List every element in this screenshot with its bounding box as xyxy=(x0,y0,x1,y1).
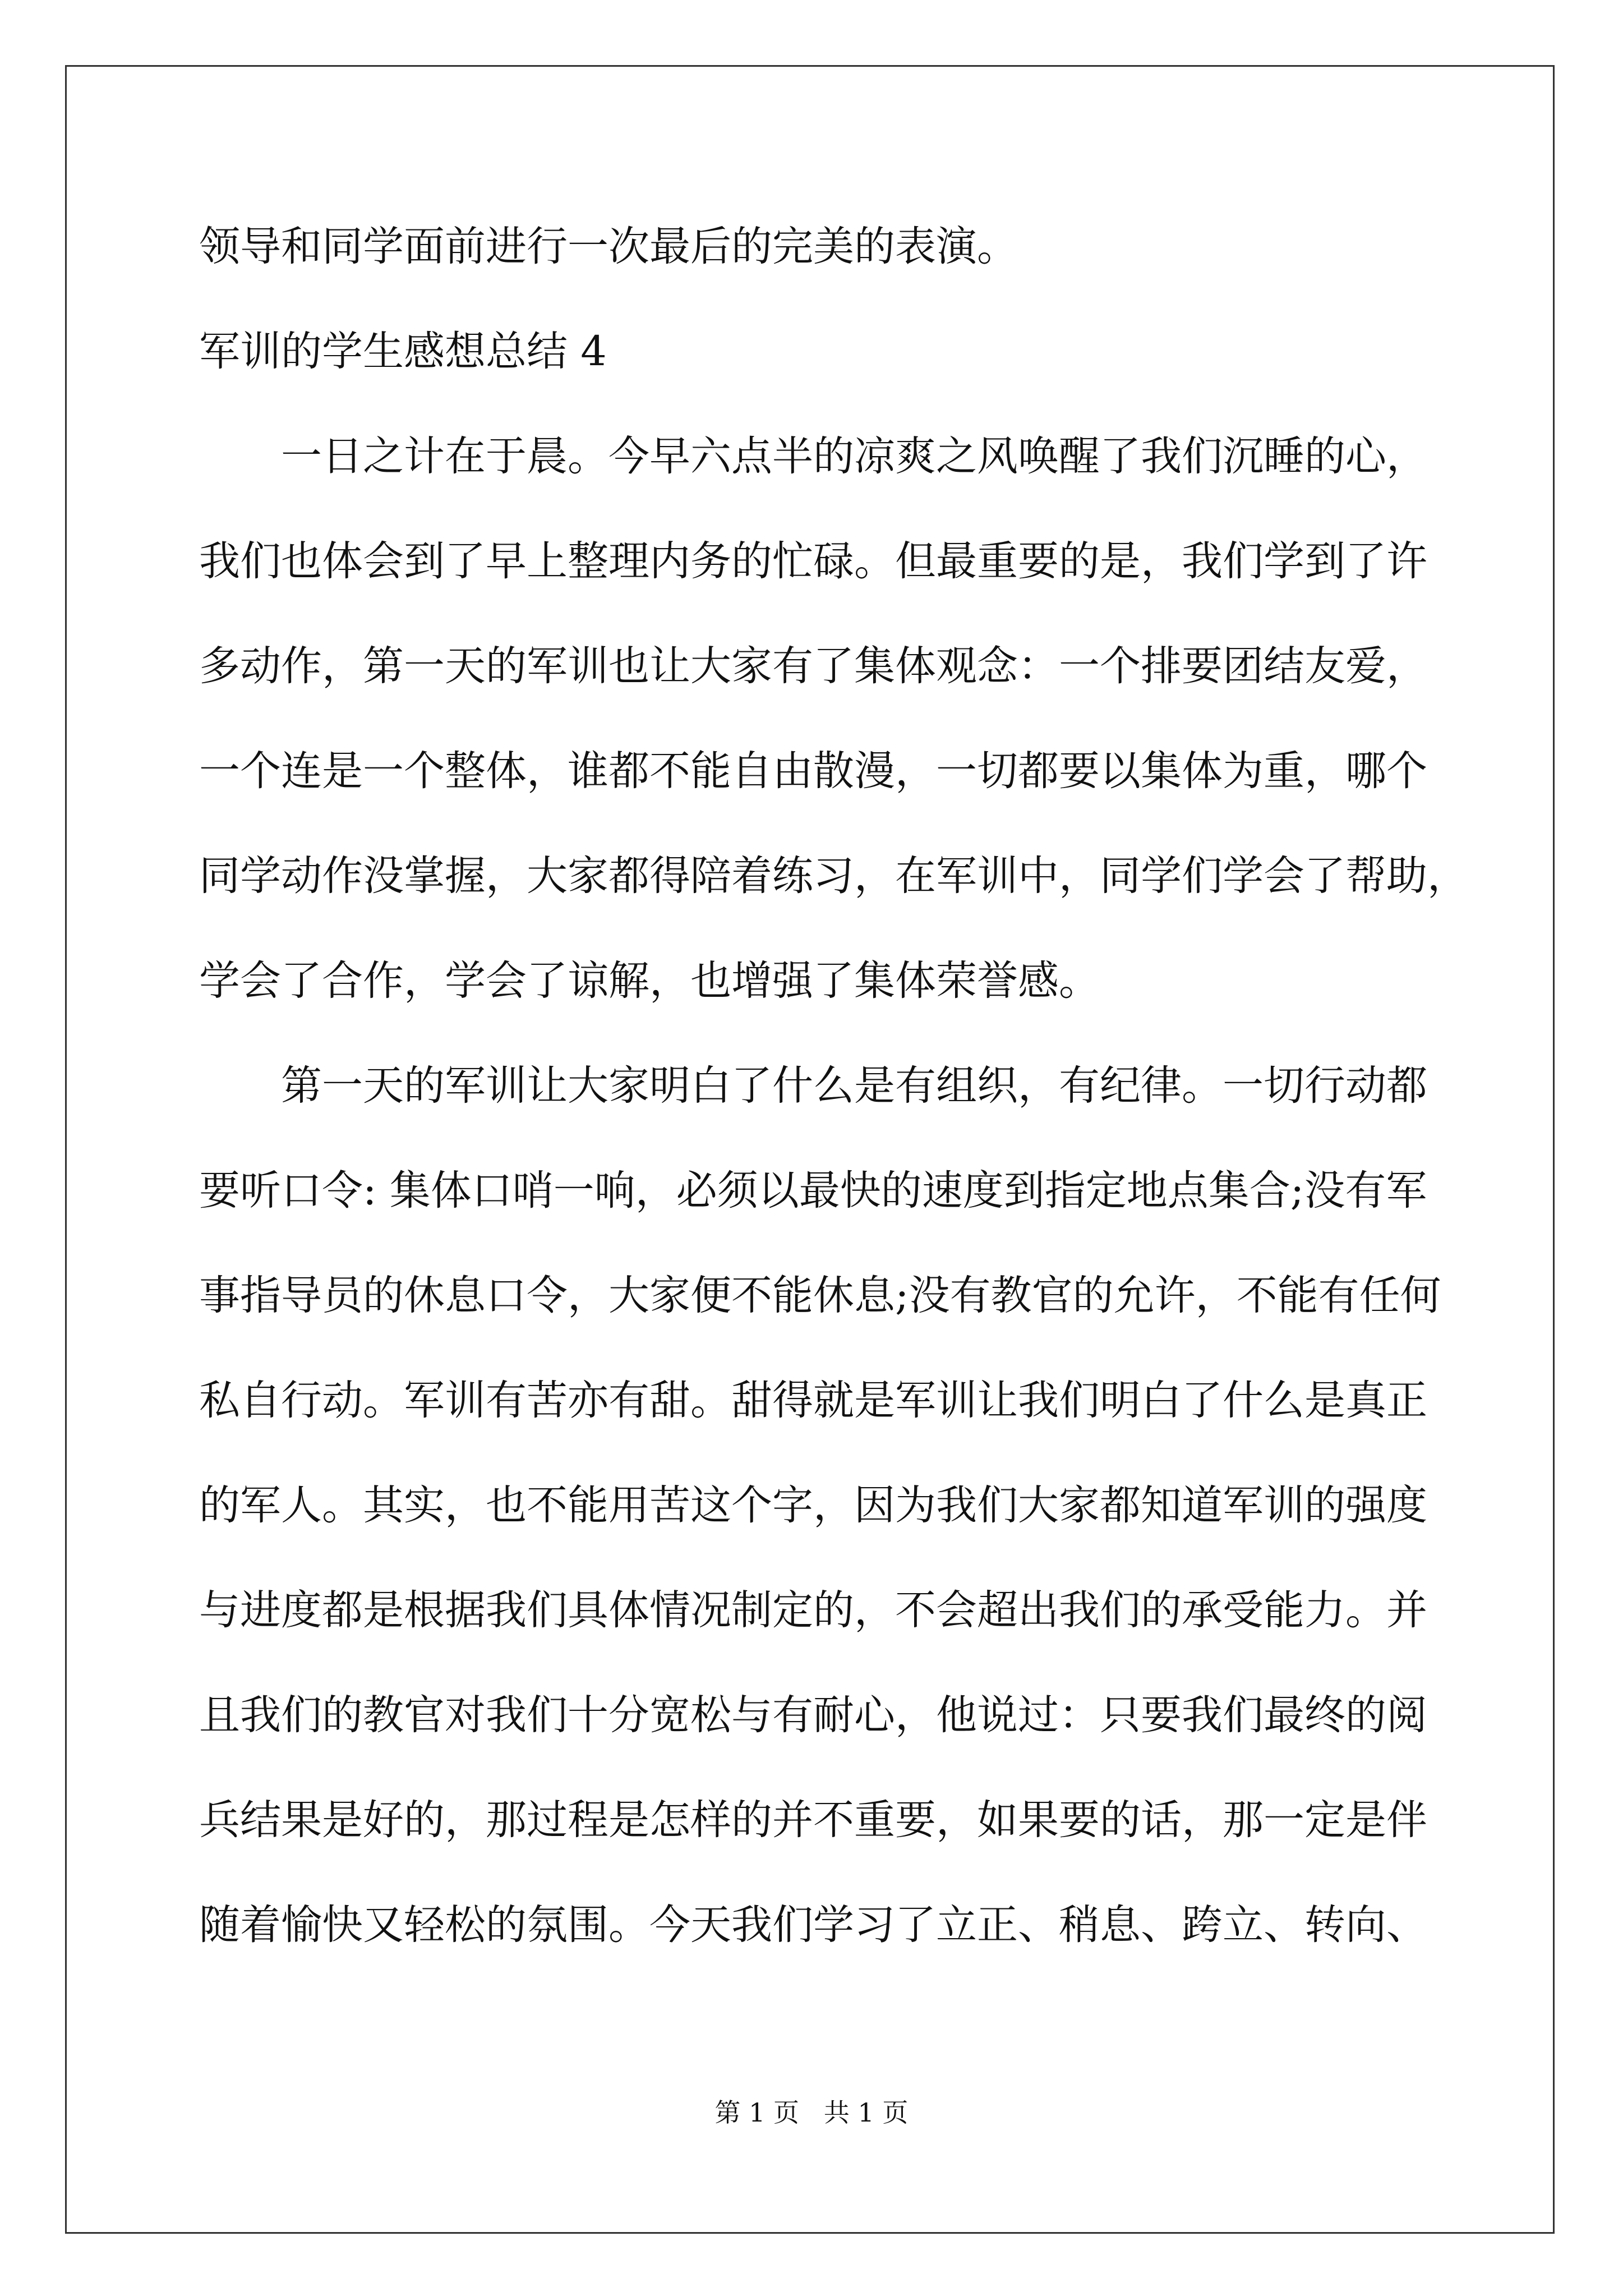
paragraph-line: 随着愉快又轻松的氛围。今天我们学习了立正、稍息、跨立、转向、 xyxy=(199,1901,1427,1949)
paragraph-line: 兵结果是好的，那过程是怎样的并不重要，如果要的话，那一定是伴 xyxy=(199,1796,1427,1844)
paragraph-line: 领导和同学面前进行一次最后的完美的表演。 xyxy=(199,223,1018,270)
paragraph-line: 多动作，第一天的军训也让大家有了集体观念：一个排要团结友爱， xyxy=(199,642,1427,690)
paragraph-line: 一日之计在于晨。今早六点半的凉爽之风唤醒了我们沉睡的心， xyxy=(281,432,1427,480)
paragraph-line: 与进度都是根据我们具体情况制定的，不会超出我们的承受能力。并 xyxy=(199,1586,1427,1634)
paragraph-line: 第一天的军训让大家明白了什么是有组织，有纪律。一切行动都 xyxy=(281,1062,1427,1110)
paragraph-line: 且我们的教官对我们十分宽松与有耐心，他说过：只要我们最终的阅 xyxy=(199,1691,1427,1739)
paragraph-line: 的军人。其实，也不能用苦这个字，因为我们大家都知道军训的强度 xyxy=(199,1481,1427,1529)
paragraph-line: 我们也体会到了早上整理内务的忙碌。但最重要的是，我们学到了许 xyxy=(199,537,1427,585)
paragraph-line: 私自行动。军训有苦亦有甜。甜得就是军训让我们明白了什么是真正 xyxy=(199,1377,1427,1424)
section-heading: 军训的学生感想总结 4 xyxy=(199,328,607,375)
page-footer: 第 1 页 共 1 页 xyxy=(714,2097,909,2128)
paragraph-line: 学会了合作，学会了谅解，也增强了集体荣誉感。 xyxy=(199,957,1100,1005)
document-body xyxy=(199,213,1468,1996)
paragraph-line: 一个连是一个整体，谁都不能自由散漫，一切都要以集体为重，哪个 xyxy=(199,747,1427,795)
paragraph-line: 同学动作没掌握，大家都得陪着练习，在军训中，同学们学会了帮助， xyxy=(199,852,1468,900)
paragraph-line: 要听口令: 集体口哨一响，必须以最快的速度到指定地点集合;没有军 xyxy=(199,1167,1427,1214)
paragraph-line: 事指导员的休息口令，大家便不能休息;没有教官的允许，不能有任何 xyxy=(199,1272,1441,1319)
